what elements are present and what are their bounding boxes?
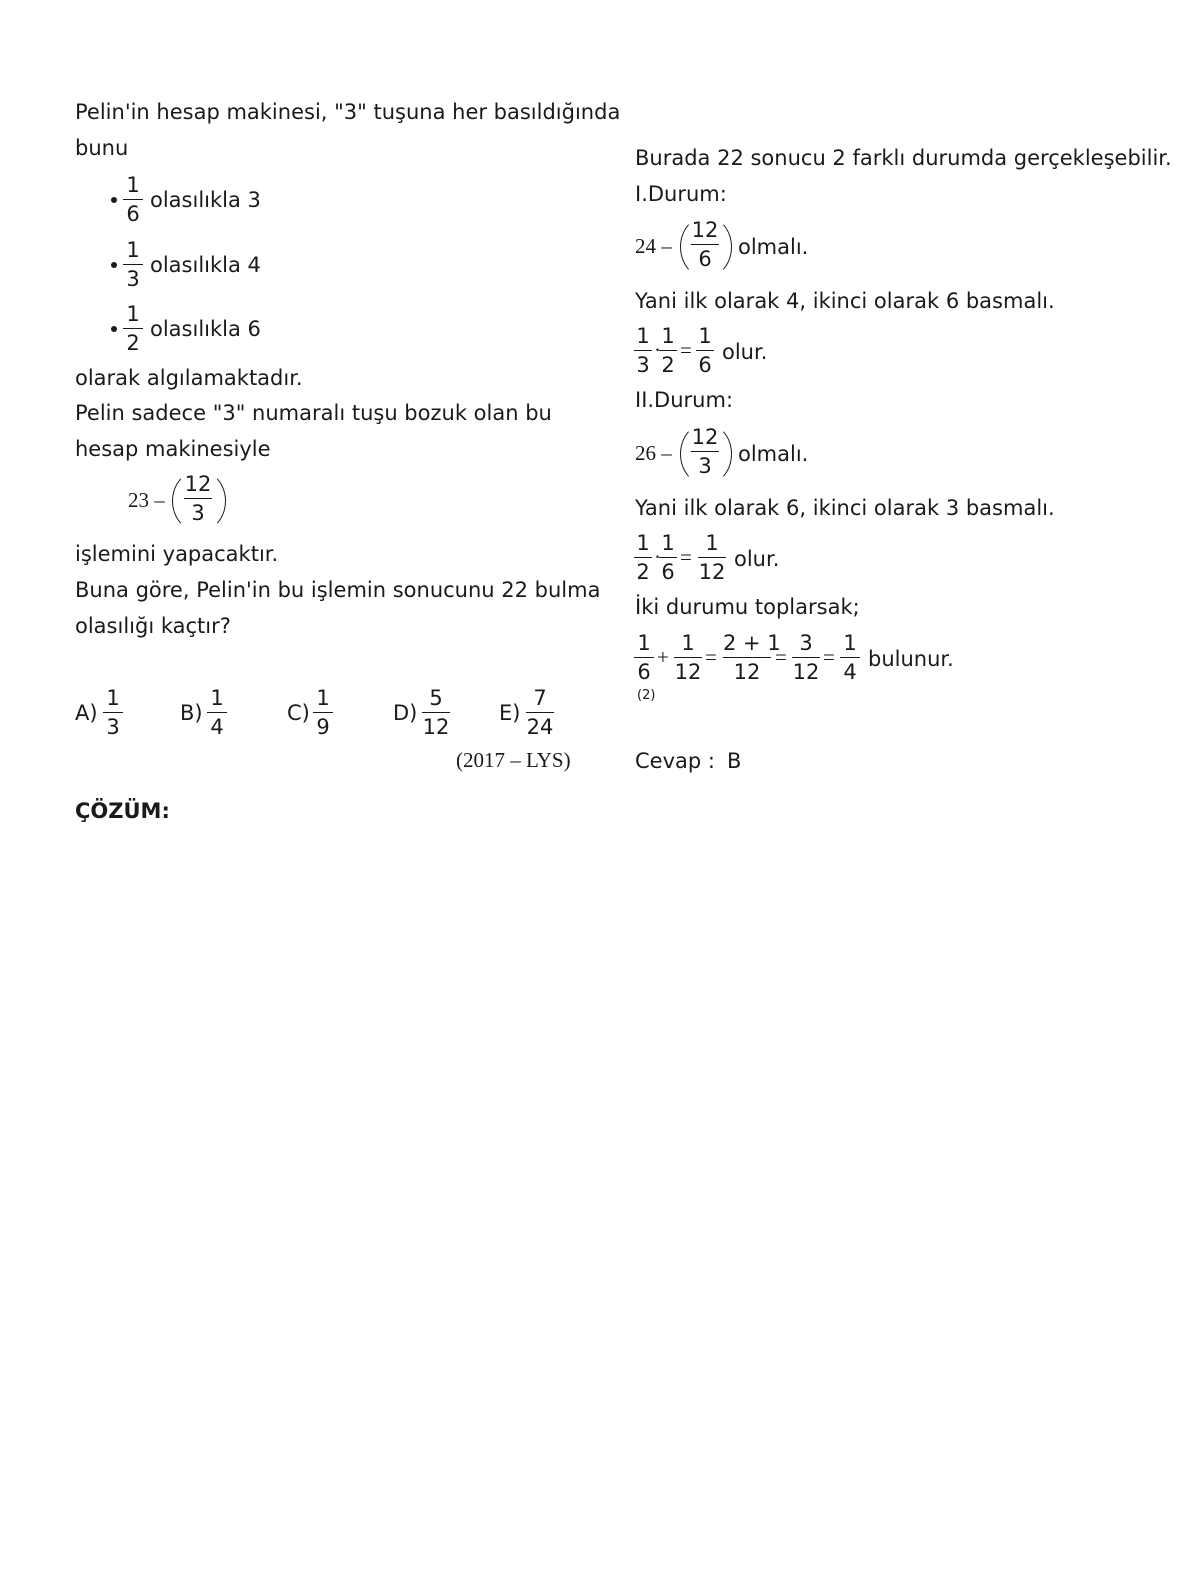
case-1-fraction: 12 6 — [691, 218, 719, 271]
source-label: (2017 – LYS) — [456, 748, 571, 772]
case-1-suffix: olmalı. — [738, 235, 809, 259]
sum-suffix: bulunur. — [868, 647, 954, 671]
bullet-text: olasılıkla 4 — [150, 253, 261, 277]
bullet-icon — [111, 326, 117, 332]
question-line-6: işlemini yapacaktır. — [75, 542, 279, 566]
case-1-prob-suffix: olur. — [722, 340, 768, 364]
question-line-5: hesap makinesiyle — [75, 437, 271, 461]
case-1-prob-a: 1 3 — [634, 324, 652, 377]
sum-fraction-4: 3 12 — [792, 631, 820, 684]
bullet-text: olasılıkla 3 — [150, 188, 261, 212]
case-2-title: II.Durum: — [635, 388, 734, 412]
bullet-fraction: 1 2 — [123, 302, 143, 355]
case-2-prob-a: 1 2 — [634, 531, 652, 584]
sum-fraction-2: 1 12 — [674, 631, 702, 684]
choice-label: A) — [75, 701, 98, 725]
question-line-7: Buna göre, Pelin'in bu işlemin sonucunu 22 bulma — [75, 578, 601, 602]
case-2-prefix: 26 – — [635, 441, 672, 465]
choice-fraction: 1 9 — [313, 686, 333, 739]
case-2-text: Yani ilk olarak 6, ikinci olarak 3 basmalı. — [635, 496, 1055, 520]
solution-heading: ÇÖZÜM: — [75, 799, 170, 823]
case-1-text: Yani ilk olarak 4, ikinci olarak 6 basmalı. — [635, 289, 1055, 313]
sum-subscript: (2) — [637, 688, 656, 703]
sum-fraction-3: 2 + 1 12 — [723, 631, 781, 684]
bullet-text: olasılıkla 6 — [150, 317, 261, 341]
choice-fraction: 1 3 — [103, 686, 123, 739]
choice-label: D) — [393, 701, 418, 725]
case-1-title: I.Durum: — [635, 182, 727, 206]
case-1-prob-result: 1 6 — [696, 324, 714, 377]
case-2-prob-suffix: olur. — [734, 547, 780, 571]
choice-fraction: 7 24 — [526, 686, 554, 739]
bullet-fraction: 1 6 — [123, 173, 143, 226]
question-line-4: Pelin sadece "3" numaralı tuşu bozuk olan bu — [75, 401, 552, 425]
choice-label: E) — [499, 701, 521, 725]
question-line-3: olarak algılamaktadır. — [75, 366, 303, 390]
expression-prefix: 23 – — [128, 488, 165, 512]
case-2-fraction: 12 3 — [691, 425, 719, 478]
case-2-suffix: olmalı. — [738, 442, 809, 466]
bullet-icon — [111, 262, 117, 268]
case-1-prefix: 24 – — [635, 234, 672, 258]
choice-label: B) — [180, 701, 203, 725]
choice-fraction: 5 12 — [422, 686, 450, 739]
question-line-2: bunu — [75, 136, 129, 160]
choice-label: C) — [287, 701, 310, 725]
bullet-fraction: 1 3 — [123, 238, 143, 291]
sum-fraction-5: 1 4 — [840, 631, 860, 684]
question-line-8: olasılığı kaçtır? — [75, 614, 231, 638]
case-2-prob-b: 1 6 — [659, 531, 677, 584]
question-line-1: Pelin'in hesap makinesi, "3" tuşuna her basıldığında — [75, 100, 621, 124]
expression-fraction: 12 3 — [184, 472, 212, 525]
answer-label: Cevap : — [635, 749, 715, 773]
solution-line-1: Burada 22 sonucu 2 farklı durumda gerçekleşebilir. — [635, 146, 1172, 170]
case-1-prob-b: 1 2 — [659, 324, 677, 377]
bullet-icon — [111, 197, 117, 203]
choice-fraction: 1 4 — [207, 686, 227, 739]
sum-fraction-1: 1 6 — [634, 631, 654, 684]
sum-intro: İki durumu toplarsak; — [635, 595, 860, 619]
answer-value: B — [727, 749, 742, 773]
case-2-prob-result: 1 12 — [698, 531, 726, 584]
